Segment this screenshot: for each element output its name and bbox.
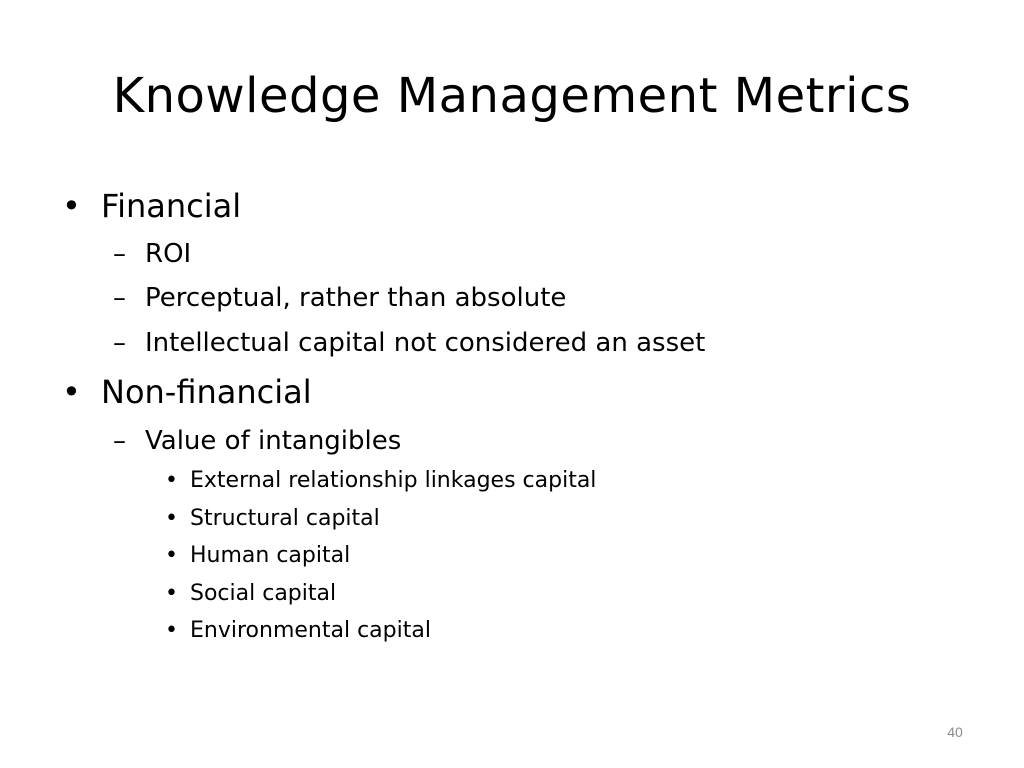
bullet-marker: • (62, 373, 81, 411)
dash-marker: – (113, 283, 126, 313)
slide-title: Knowledge Management Metrics (112, 68, 912, 124)
third-level-label: Environmental capital (190, 618, 431, 643)
bullet-marker: • (165, 581, 178, 606)
dash-marker: – (113, 426, 126, 456)
sub-bullet-label: ROI (145, 239, 192, 269)
third-level-label: Structural capital (190, 506, 380, 531)
bullet-label: Non-financial (101, 373, 312, 411)
sub-bullet-perceptual (113, 281, 913, 315)
bullet-marker: • (165, 506, 178, 531)
bullet-marker: • (165, 543, 178, 568)
page-number: 40 (947, 724, 963, 740)
bullet-marker: • (165, 618, 178, 643)
dash-marker: – (113, 328, 126, 358)
third-level-bullet-external-relationship (165, 467, 865, 495)
bullet-label: Financial (101, 187, 242, 225)
third-level-bullet-human (165, 542, 865, 570)
sub-bullet-label: Value of intangibles (145, 426, 402, 456)
third-level-bullet-structural (165, 505, 865, 533)
third-level-label: Human capital (190, 543, 351, 568)
third-level-label: Social capital (190, 581, 337, 606)
bullet-marker: • (165, 468, 178, 493)
sub-bullet-value-of-intangibles (113, 424, 913, 458)
bullet-non-financial (62, 372, 762, 412)
third-level-bullet-environmental (165, 617, 865, 645)
dash-marker: – (113, 239, 126, 269)
bullet-financial (62, 186, 762, 226)
bullet-marker: • (62, 187, 81, 225)
sub-bullet-intellectual-capital (113, 326, 913, 360)
sub-bullet-roi (113, 237, 913, 271)
third-level-label: External relationship linkages capital (190, 468, 597, 493)
sub-bullet-label: Intellectual capital not considered an asset (145, 328, 706, 358)
sub-bullet-label: Perceptual, rather than absolute (145, 283, 567, 313)
third-level-bullet-social (165, 580, 865, 608)
